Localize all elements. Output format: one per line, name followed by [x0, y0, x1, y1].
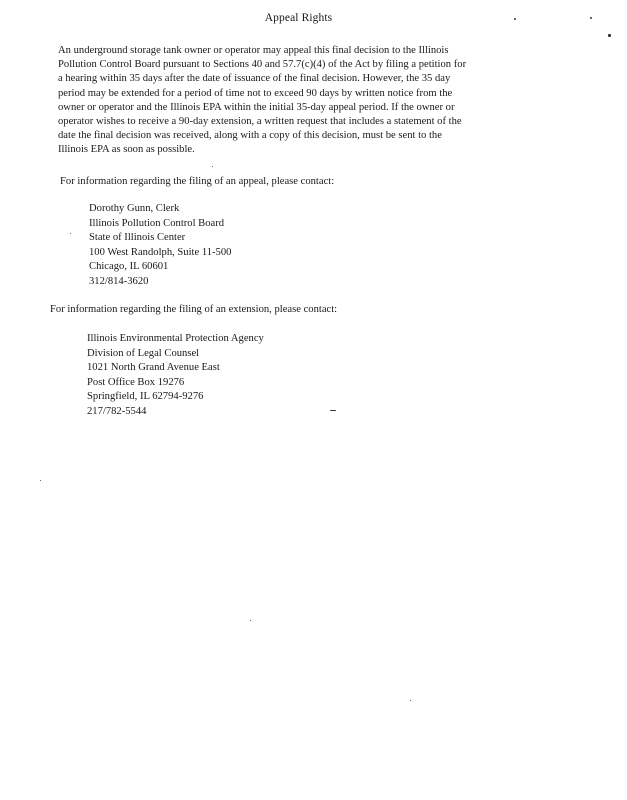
scan-speck [250, 620, 251, 621]
phone-number: 217/782-5544 [87, 405, 147, 417]
address-line: Dorothy Gunn, Clerk [89, 203, 180, 214]
paragraph-line: date the final decision was received, along with a copy of this decision, must be sent to the [58, 130, 442, 142]
paragraph-line: Pollution Control Board pursuant to Sections 40 and 57.7(c)(4) of the Act by filing a petition for [58, 59, 467, 71]
appeal-contact-address [89, 202, 231, 289]
scan-speck [330, 410, 336, 411]
appeal-contact-intro: For information regarding the filing of an appeal, please contact: [60, 176, 335, 187]
paragraph-line: period may be extended for a period of time not to exceed 90 days by written notice from the [58, 87, 453, 99]
scan-speck [410, 700, 411, 701]
phone-number: 312/814-3620 [89, 275, 149, 287]
address-line: Division of Legal Counsel [87, 347, 200, 359]
address-line: Post Office Box 19276 [87, 376, 185, 388]
address-line: 100 West Randolph, Suite 11-500 [89, 246, 232, 258]
scan-speck [514, 18, 516, 20]
paragraph-line: An underground storage tank owner or operator may appeal this final decision to the Illinois [58, 45, 449, 56]
paragraph-line: a hearing within 35 days after the date of issuance of the final decision. However, the 35 day [58, 73, 451, 85]
scan-speck [590, 17, 592, 19]
paragraph-line: Illinois EPA as soon as possible. [58, 144, 195, 156]
scan-speck [212, 166, 213, 167]
address-line: Illinois Pollution Control Board [89, 217, 225, 229]
paragraph-line: operator wishes to receive a 90-day extension, a written request that includes a statement of the [58, 116, 462, 128]
scan-speck [70, 233, 71, 234]
address-line: State of Illinois Center [89, 232, 186, 243]
appeal-rights-paragraph [58, 44, 516, 158]
address-line: Illinois Environmental Protection Agency [87, 333, 264, 344]
scan-speck [40, 480, 41, 481]
address-line: Springfield, IL 62794-9276 [87, 391, 204, 402]
page-title: Appeal Rights [264, 12, 333, 24]
extension-contact-intro: For information regarding the filing of an extension, please contact: [50, 304, 338, 315]
address-line: Chicago, IL 60601 [89, 261, 169, 272]
scan-speck [608, 34, 611, 37]
paragraph-line: owner or operator and the Illinois EPA within the initial 35-day appeal period. If the owner or [58, 101, 455, 113]
address-line: 1021 North Grand Avenue East [87, 362, 220, 373]
extension-contact-address [87, 332, 264, 419]
